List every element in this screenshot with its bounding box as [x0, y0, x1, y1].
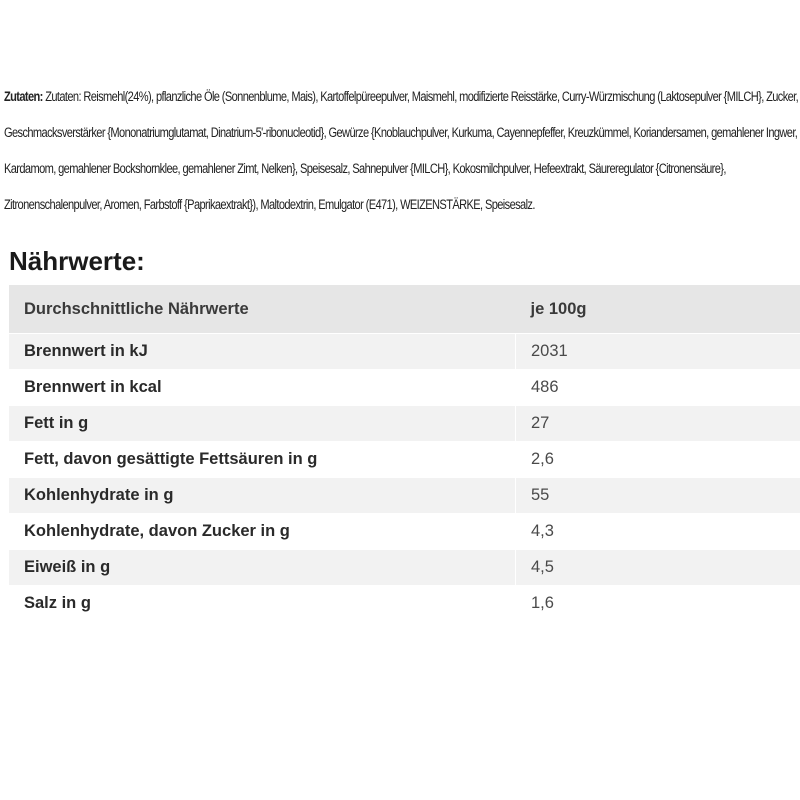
nutrient-value: 4,5: [516, 550, 800, 586]
nutrient-name: Brennwert in kJ: [9, 334, 516, 370]
nutrient-value: 2,6: [516, 442, 800, 478]
nutrient-value: 4,3: [516, 514, 800, 550]
ingredients-label: Zutaten:: [4, 88, 43, 104]
nutrition-table: [9, 285, 800, 622]
header-name-cell: Durchschnittliche Nährwerte: [9, 285, 516, 334]
table-row: [9, 406, 800, 442]
nutrient-name: Eiweiß in g: [9, 550, 516, 586]
nutrient-value: 1,6: [516, 586, 800, 622]
table-row: [9, 586, 800, 622]
nutrient-name: Kohlenhydrate in g: [9, 478, 516, 514]
table-row: [9, 550, 800, 586]
nutrient-value: 2031: [516, 334, 800, 370]
ingredients-text: [4, 79, 799, 249]
table-row: [9, 334, 800, 370]
nutrition-header-row: [9, 285, 800, 334]
nutrition-heading: Nährwerte:: [9, 246, 145, 276]
nutrient-value: 55: [516, 478, 800, 514]
table-row: [9, 442, 800, 478]
nutrient-value: 486: [516, 370, 800, 406]
nutrient-name: Brennwert in kcal: [9, 370, 516, 406]
nutrient-name: Kohlenhydrate, davon Zucker in g: [9, 514, 516, 550]
table-row: [9, 370, 800, 406]
header-value-cell: je 100g: [516, 285, 800, 334]
table-row: [9, 514, 800, 550]
nutrient-name: Fett in g: [9, 406, 516, 442]
nutrient-name: Fett, davon gesättigte Fettsäuren in g: [9, 442, 516, 478]
table-row: [9, 478, 800, 514]
nutrient-name: Salz in g: [9, 586, 516, 622]
ingredients-list: Zutaten: Reismehl(24%), pflanzliche Öle (Sonnenblume, Mais), Kartoffelpüreepulver, Maismehl, modifizierte Reisstärke, Curry-Würzmischung (Laktosepulver {MILCH}, Zucker, Geschmacksverstärker {Mononatriumglutamat, Dinatrium-5'-ribonucleotid}, Gewürze {Knoblauchpulver, Kurkuma, Cayennepfeffer, Kreuzkümmel, Koriandersamen, gemahlener Ingwer, Kardamom, gemahlener Bockshornklee, gemahlener Zimt, Nelken}, Speisesalz, Sahnepulver {MILCH}, Kokosmilchpulver, Hefeextrakt, Säureregulator {Citronensäure}, Zitronenschalenpulver, Aromen, Farbstoff {Paprikaextrakt}), Maltodextrin, Emulgator (E471), WEIZENSTÄRKE, Speisesalz.: [4, 88, 799, 212]
nutrient-value: 27: [516, 406, 800, 442]
